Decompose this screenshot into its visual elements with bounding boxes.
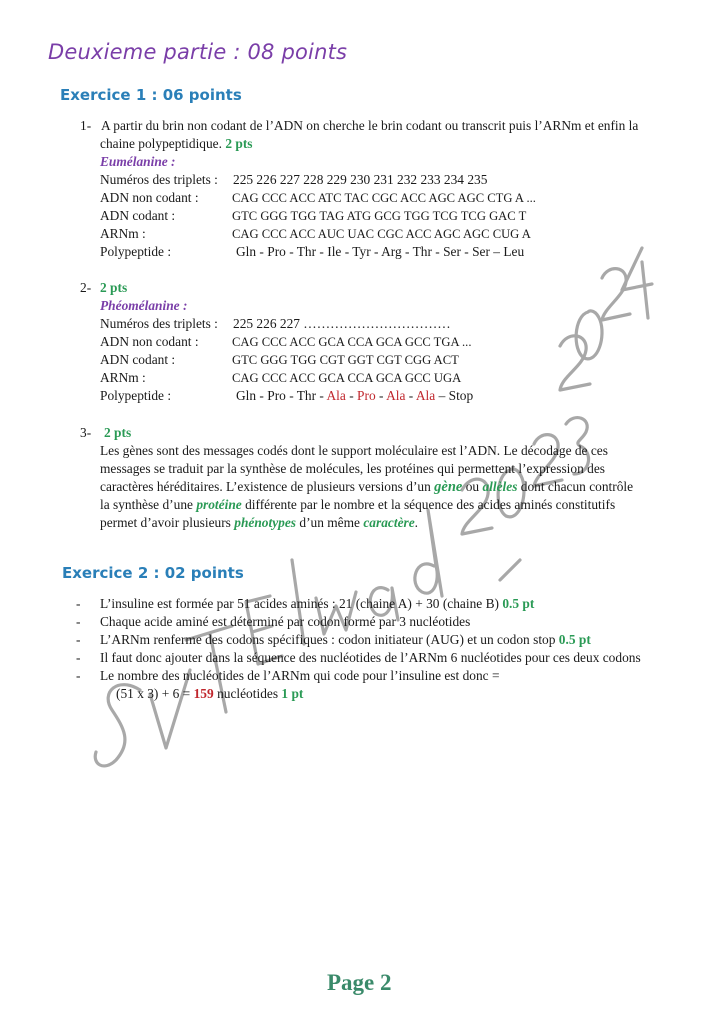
list-item [100,596,534,612]
bullet-text: Le nombre des nucléotides de l’ARNm qui code pour l’insuline est donc = [100,668,500,683]
bullet-text: Il faut donc ajouter dans la séquence des nucléotides de l’ARNm 6 nucléotides pour ces deux codons [100,650,641,665]
q1-row-label: ARNm : [100,226,146,241]
q2-row-label: ARNm : [100,370,146,385]
q2-row-label: ADN codant : [100,352,176,367]
q1-subtitle: Eumélanine : [100,154,176,169]
q3-text: différente par le nombre et la séquence des acides aminés constitutifs [245,497,616,512]
q3-text: d’un même [299,515,360,530]
q1-row-value: 225 226 227 228 229 230 231 232 233 234 235 [233,172,488,187]
q3-line: messages se traduit par la synthèse de molécules, les protéines qui permettent l’expression des [100,461,605,476]
q3-text: dont chacun contrôle [520,479,634,494]
keyword-alleles: allèles [482,479,518,494]
q3-text: permet d’avoir plusieurs [100,515,231,530]
q1-text: chaine polypeptidique. [100,136,222,151]
q3-number: 3- [80,425,92,440]
bullet-text: L’ARNm renferme des codons spécifiques : codon initiateur (AUG) et un codon stop [100,632,556,647]
keyword-proteine: protéine [196,497,242,512]
calc-points: 1 pt [281,686,304,701]
stop-codon: – Stop [438,388,474,403]
separator: - [349,388,354,403]
keyword-gene: gène [434,479,463,495]
q2-row-label: Polypeptide : [100,388,172,403]
q1-text-line1: A partir du brin non codant de l’ADN on cherche le brin codant ou transcrit puis l’ARNm et enfin la [101,118,639,133]
bullet-dash: - [76,596,81,611]
q1-text-line2 [100,136,253,152]
amino-acid-pro: Pro [357,388,376,403]
list-item [100,614,470,630]
q2-row-value: CAG CCC ACC GCA CCA GCA GCC TGA ... [232,335,472,349]
q1-row-value: CAG CCC ACC AUC UAC CGC ACC AGC AGC CUG A [232,227,531,241]
q3-text: la synthèse d’une [100,497,193,512]
q2-polypeptide [236,388,473,404]
keyword-phenotypes: phénotypes [234,515,297,530]
q1-row-label: ADN codant : [100,208,176,223]
q3-text: . [414,515,419,530]
q2-subtitle: Phéomélanine : [100,298,188,313]
q3-points: 2 pts [104,425,132,440]
bullet-points: 0.5 pt [558,632,591,647]
q3-line [100,515,418,531]
bullet-points: 0.5 pt [502,596,535,611]
bullet-dash: - [76,632,81,647]
bullet-text: Chaque acide aminé est déterminé par codon formé par 3 nucléotides [100,614,471,629]
amino-acid-ala: Ala [386,388,406,403]
amino-acid-ala: Ala [415,388,436,403]
separator: - [379,388,384,403]
bullet-dash: - [76,668,81,683]
q3-line [100,497,615,513]
q1-row-value: CAG CCC ACC ATC TAC CGC ACC AGC AGC CTG A ... [232,191,536,205]
q3-line: Les gènes sont des messages codés dont le support moléculaire est l’ADN. Le décodage de ces [100,443,608,458]
q2-row-label: Numéros des triplets : [100,316,218,331]
page-number: Page 2 [327,970,392,995]
list-item [100,650,641,666]
q3-text: caractères héréditaires. L’existence de plusieurs versions d’un [100,479,431,494]
exercise-1-title: Exercice 1 : 06 points [60,86,242,104]
q2-row-value: GTC GGG TGG CGT GGT CGT CGG ACT [232,353,459,367]
q1-row-value: GTC GGG TGG TAG ATG GCG TGG TCG TCG GAC T [232,209,527,223]
q2-row-label: ADN non codant : [100,334,199,349]
bullet-text: L’insuline est formée par 51 acides aminés : 21 (chaine A) + 30 (chaine B) [100,596,499,611]
exercise-2-title: Exercice 2 : 02 points [62,564,244,582]
q2-number: 2- [80,280,92,295]
list-item [100,668,500,684]
q2-row-value: 225 226 227 …………………………… [233,316,451,331]
q1-row-label: Polypeptide : [100,244,172,259]
q2-points: 2 pts [100,280,128,295]
q3-line [100,479,633,496]
calculation [116,686,303,702]
q1-number: 1- [80,118,92,133]
bullet-dash: - [76,650,81,665]
q2-row-value: CAG CCC ACC GCA CCA GCA GCC UGA [232,371,462,385]
q3-text: ou [465,479,480,494]
keyword-caractere: caractère [363,515,415,530]
calc-result: 159 [193,686,214,701]
calc-unit: nucléotides [217,686,279,701]
polypeptide-start: Gln - Pro - Thr - [236,388,324,403]
list-item [100,632,591,648]
q1-row-label: Numéros des triplets : [100,172,218,187]
q1-row-value: Gln - Pro - Thr - Ile - Tyr - Arg - Thr - Ser - Ser – Leu [236,244,525,259]
part-title: Deuxieme partie : 08 points [48,40,348,64]
separator: - [408,388,414,403]
bullet-dash: - [76,614,81,629]
amino-acid-ala: Ala [326,388,346,403]
calc-expression: (51 x 3) + 6 = [116,686,191,701]
q1-row-label: ADN non codant : [100,190,199,205]
q1-points: 2 pts [225,136,253,151]
